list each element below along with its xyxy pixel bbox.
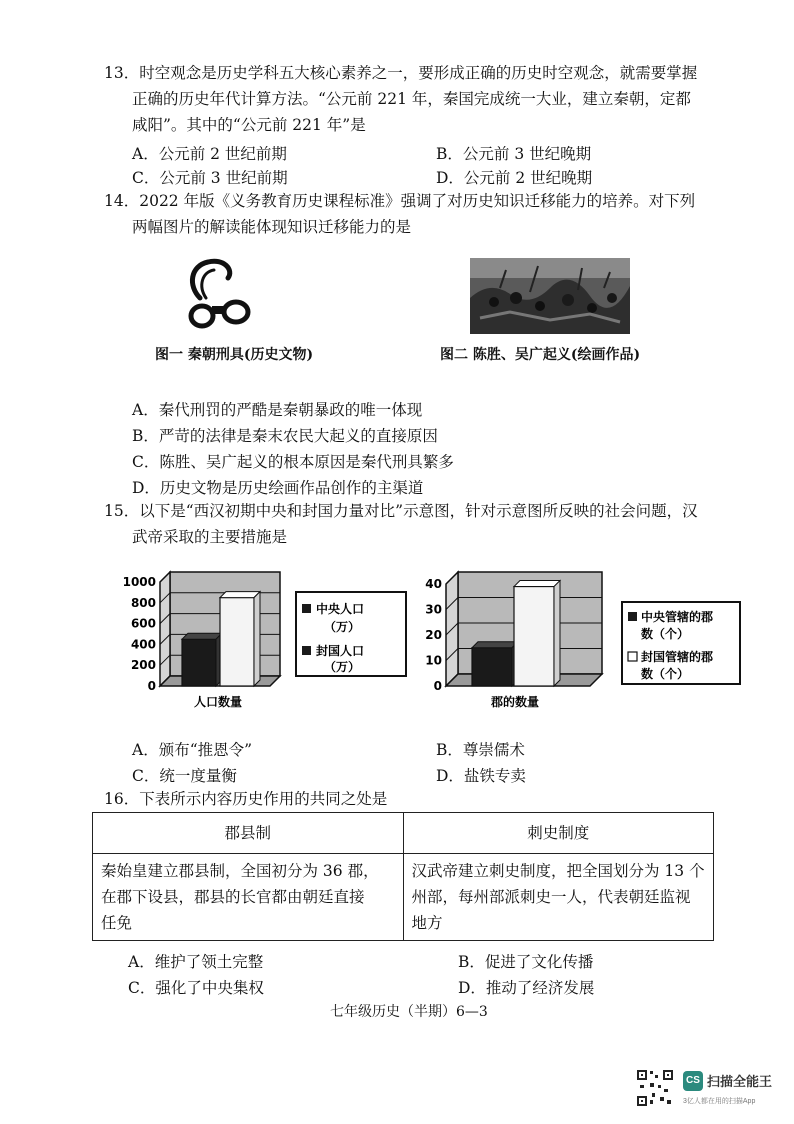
q16-option-c: C．强化了中央集权 [128, 979, 264, 997]
q15-option-a: A．颁布“推恩令” [132, 741, 253, 759]
y-tick-label: 400 [130, 637, 156, 652]
q14-option-b: B．严苛的法律是秦末农民大起义的直接原因 [132, 427, 438, 445]
q13-line-3: 咸阳”。其中的“公元前 221 年”是 [132, 116, 366, 134]
q15-option-c: C．统一度量衡 [132, 767, 237, 785]
q13-option-c: C．公元前 3 世纪前期 [132, 169, 288, 187]
legend-central-commanderies-unit: 数（个） [641, 627, 690, 641]
q15-line-2: 武帝采取的主要措施是 [132, 528, 288, 546]
y-tick-label: 40 [425, 577, 442, 591]
q16-line: 16．下表所示内容历史作用的共同之处是 [104, 790, 388, 808]
legend-fiefdom-commanderies-label: 封国管辖的郡 [641, 650, 714, 664]
table-cell-line: 地方 [411, 914, 443, 932]
table-cell-line: 州部，每州部派刺史一人，代表朝廷监视 [411, 888, 691, 906]
q14-option-a: A．秦代刑罚的严酷是秦朝暴政的唯一体现 [132, 401, 423, 419]
commandery-chart [410, 566, 750, 716]
q14-line-1: 14．2022 年版《义务教育历史课程标准》强调了对历史知识迁移能力的培养。对下列 [104, 192, 696, 210]
q14-option-c: C．陈胜、吴广起义的根本原因是秦代刑具繁多 [132, 453, 454, 471]
q13-option-b: B．公元前 3 世纪晚期 [436, 145, 592, 163]
scanner-logo: CS [683, 1071, 703, 1091]
legend-swatch-central [302, 604, 311, 613]
uprising-painting [470, 258, 630, 334]
q16-option-d: D．推动了经济发展 [458, 979, 595, 997]
table-header-inspector: 刺史制度 [403, 813, 714, 854]
y-tick-label: 800 [130, 595, 156, 610]
y-tick-label: 0 [433, 679, 442, 693]
y-tick-label: 30 [425, 602, 442, 617]
bar-central [182, 639, 216, 686]
figure-1-caption: 图一 秦朝刑具(历史文物) [155, 347, 314, 363]
bar-central [472, 648, 512, 686]
table-cell-line: 在郡下设县，郡县的长官都由朝廷直接 [101, 888, 365, 906]
qr-code-icon [636, 1069, 674, 1107]
comparison-table [92, 812, 714, 941]
y-tick-label: 0 [147, 679, 156, 693]
bar-top [182, 633, 222, 639]
figure-2-caption: 图二 陈胜、吴广起义(绘画作品) [440, 347, 641, 363]
q13-line-2: 正确的历史年代计算方法。“公元前 221 年，秦国完成统一大业，建立秦朝，定都 [132, 90, 691, 108]
bar-fiefdom [220, 598, 254, 686]
legend-fiefdom-unit: （万） [324, 660, 361, 674]
y-tick-label: 20 [425, 628, 442, 642]
chart-1-legend [296, 592, 406, 676]
table-cell-line: 任免 [101, 914, 133, 932]
chart-2-x-label: 郡的数量 [490, 695, 540, 709]
q13-line-1: 13．时空观念是历史学科五大核心素养之一，要形成正确的历史时空观念，就需要掌握 [104, 64, 698, 82]
bar-side [554, 581, 560, 686]
legend-central-unit: （万） [324, 620, 361, 634]
bar-top [472, 642, 518, 648]
y-tick-label: 10 [425, 653, 442, 668]
scanner-name: 扫描全能王 [707, 1074, 773, 1089]
y-tick-label: 1000 [122, 575, 156, 589]
table-cell-line: 秦始皇建立郡县制，全国初分为 36 郡， [101, 862, 379, 880]
bar-top [514, 581, 560, 587]
legend-fiefdom-commanderies-unit: 数（个） [641, 667, 690, 681]
table-cell-inspector [403, 854, 714, 941]
legend-swatch-fiefdom-commanderies [628, 652, 637, 661]
q14-line-2: 两幅图片的解读能体现知识迁移能力的是 [132, 218, 412, 236]
chart-2-legend [622, 602, 740, 684]
chart-side-wall [160, 572, 170, 686]
q15-option-d: D．盐铁专卖 [436, 767, 526, 785]
q15-option-b: B．尊崇儒术 [436, 741, 525, 759]
scanner-tagline: 3亿人都在用的扫描App [683, 1098, 756, 1105]
legend-fiefdom-label: 封国人口 [316, 644, 365, 658]
page-footer: 七年级历史（半期）6—3 [330, 1004, 488, 1020]
legend-swatch-central-commanderies [628, 612, 637, 621]
table-cell-prefecture [93, 854, 404, 941]
table-header-prefecture: 郡县制 [93, 813, 404, 854]
chart-1-x-label: 人口数量 [193, 695, 243, 709]
shackles-illustration [180, 256, 254, 338]
bar-side [254, 592, 260, 686]
q13-option-a: A．公元前 2 世纪前期 [132, 145, 287, 163]
y-tick-label: 600 [130, 616, 156, 631]
legend-swatch-fiefdom [302, 646, 311, 655]
q14-option-d: D．历史文物是历史绘画作品创作的主渠道 [132, 479, 424, 497]
q16-option-a: A．维护了领土完整 [128, 953, 264, 971]
q13-option-d: D．公元前 2 世纪晚期 [436, 169, 593, 187]
legend-central-label: 中央人口 [316, 602, 365, 616]
bar-fiefdom [514, 587, 554, 686]
bar-top [220, 592, 260, 598]
q16-option-b: B．促进了文化传播 [458, 953, 594, 971]
legend-central-commanderies-label: 中央管辖的郡 [641, 610, 714, 624]
population-chart [120, 566, 420, 716]
y-tick-label: 200 [130, 658, 156, 673]
q15-line-1: 15．以下是“西汉初期中央和封国力量对比”示意图，针对示意图所反映的社会问题，汉 [104, 502, 698, 520]
table-cell-line: 汉武帝建立刺史制度，把全国划分为 13 个 [411, 862, 705, 880]
